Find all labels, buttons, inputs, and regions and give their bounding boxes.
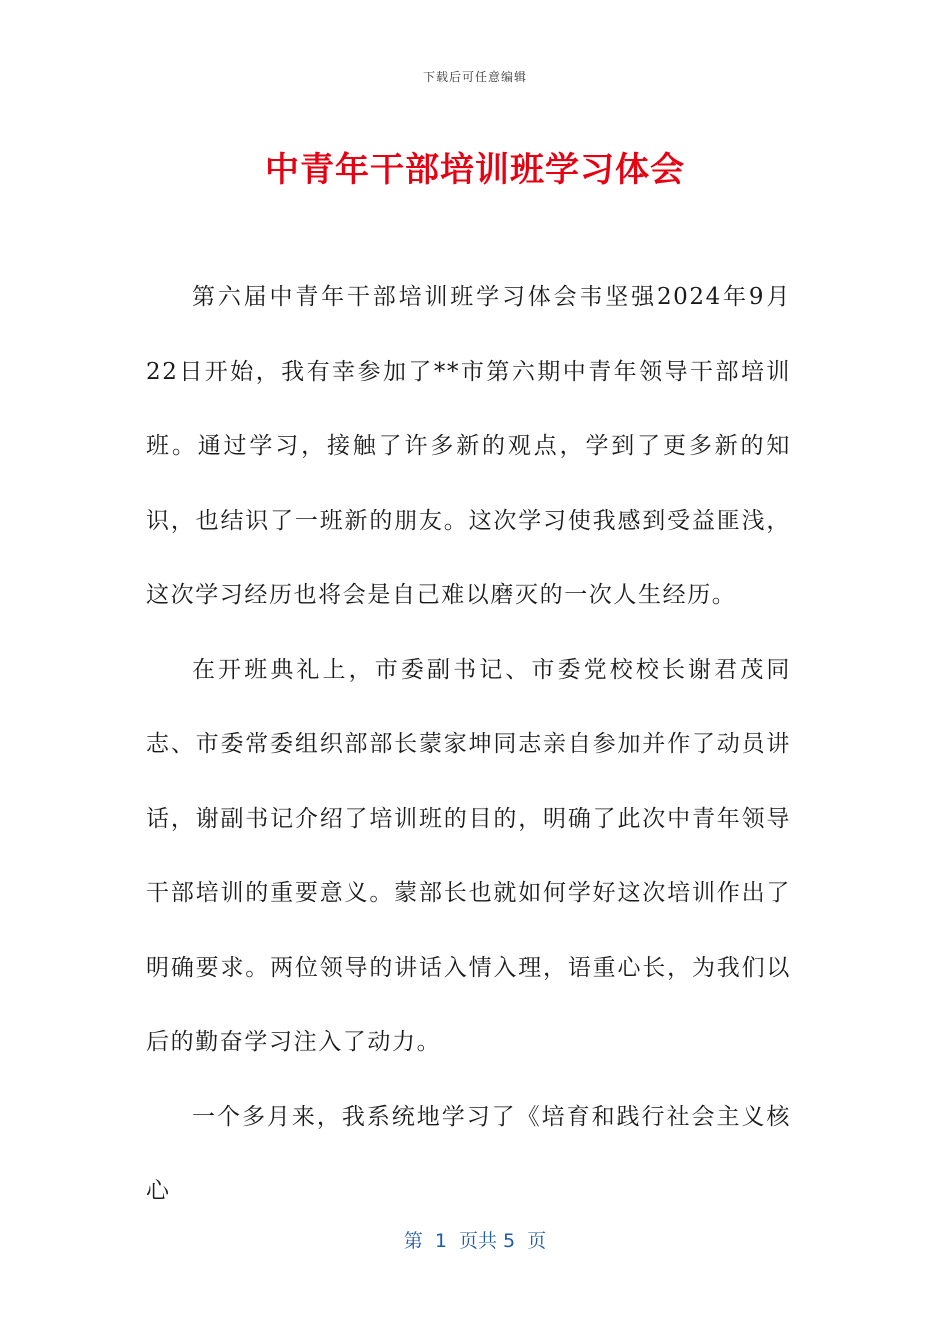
document-body: [146, 260, 791, 1229]
document-title: 中青年干部培训班学习体会: [265, 150, 685, 190]
paragraph: 第六届中青年干部培训班学习体会韦坚强2024年9月22日开始，我有幸参加了**市第六期中青年领导干部培训班。通过学习，接触了许多新的观点，学到了更多新的知识，也结识了一班新的朋友。这次学习使我感到受益匪浅，这次学习经历也将会是自己难以磨灭的一次人生经历。: [146, 284, 791, 608]
paragraph: 一个多月来，我系统地学习了《培育和践行社会主义核心: [146, 1103, 791, 1204]
page-number: 第 1 页共 5 页: [403, 1230, 547, 1252]
header-note: 下载后可任意编辑: [422, 70, 527, 84]
paragraph: 在开班典礼上，市委副书记、市委党校校长谢君茂同志、市委常委组织部部长蒙家坤同志亲自参加并作了动员讲话，谢副书记介绍了培训班的目的，明确了此次中青年领导干部培训的重要意义。蒙部长也就如何学好这次培训作出了明确要求。两位领导的讲话入情入理，语重心长，为我们以后的勤奋学习注入了动力。: [146, 656, 791, 1055]
